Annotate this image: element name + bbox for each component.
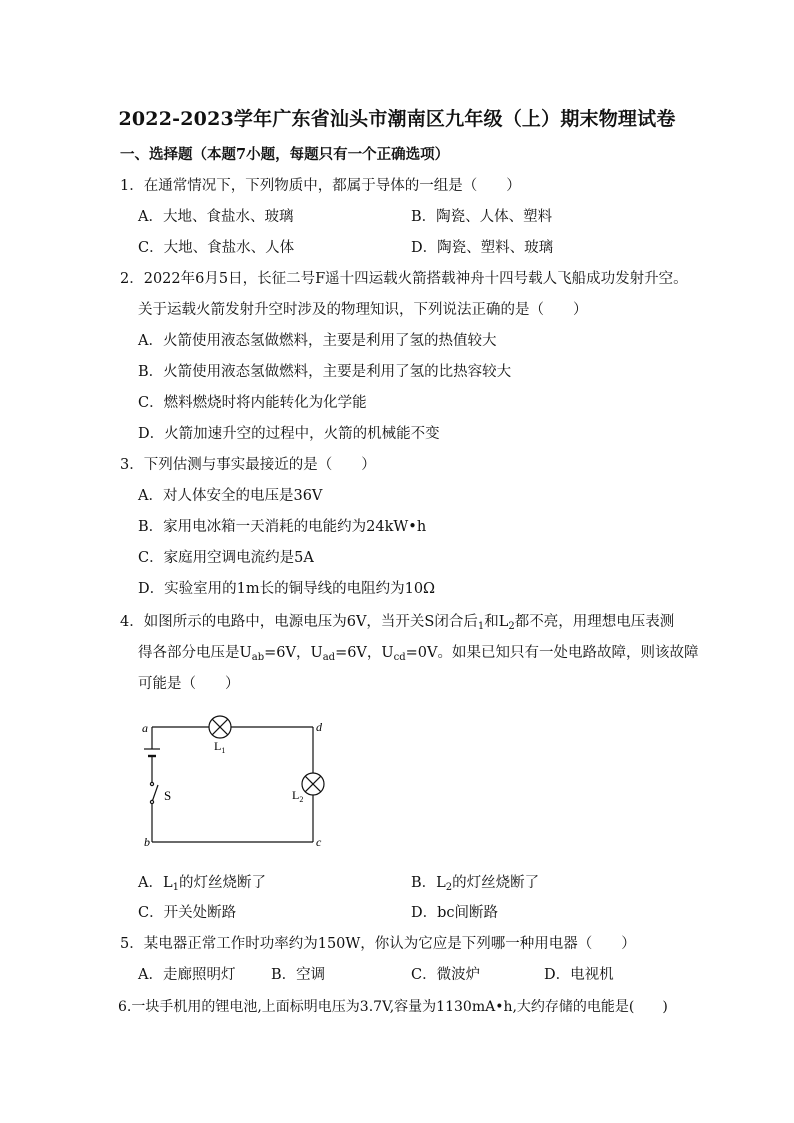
q3-option-b: B．家用电冰箱一天消耗的电能约为24kW•h	[138, 519, 427, 535]
q1-option-b: B．陶瓷、人体、塑料	[411, 209, 553, 225]
q1-option-d: D．陶瓷、塑料、玻璃	[411, 240, 554, 256]
lamp-l1-letter: L	[214, 739, 222, 753]
q4-option-d: D．bc间断路	[411, 905, 499, 921]
battery-icon	[144, 749, 160, 756]
q4-option-b-text: 的灯丝烧断了	[452, 875, 540, 891]
lamp-l1-subscript: 1	[221, 746, 226, 755]
q2-option-a: A．火箭使用液态氢做燃料，主要是利用了氢的热值较大	[138, 333, 497, 349]
q4-option-c: C．开关处断路	[138, 905, 237, 921]
question-4-stem-line3: 可能是（ ）	[138, 676, 240, 692]
q3-option-a: A．对人体安全的电压是36V	[138, 488, 323, 504]
lamp-l2-label	[292, 788, 303, 804]
q2-option-b: B．火箭使用液态氢做燃料，主要是利用了氢的比热容较大	[138, 364, 512, 380]
node-d-label: d	[316, 720, 322, 734]
q5-option-a: A．走廊照明灯	[138, 967, 236, 983]
circuit-diagram	[130, 712, 340, 852]
node-a-label: a	[142, 721, 148, 735]
q4-option-a-text: A．L	[138, 875, 173, 891]
question-6-stem: 6.一块手机用的锂电池,上面标明电压为3.7V,容量为1130mA•h,大约存储的电能是( )	[118, 999, 668, 1015]
lamp-l1-icon	[209, 716, 231, 738]
question-2-stem-line2: 关于运载火箭发射升空时涉及的物理知识，下列说法正确的是（ ）	[138, 302, 588, 318]
q2-option-c: C．燃料燃烧时将内能转化为化学能	[138, 395, 367, 411]
question-5-stem: 5．某电器正常工作时功率约为150W，你认为它应是下列哪一种用电器（ ）	[120, 936, 636, 952]
lamp-l2-subscript: 2	[299, 795, 304, 804]
q4-option-a-text: 的灯丝烧断了	[178, 875, 266, 891]
section-heading: 一、选择题（本题7小题，每题只有一个正确选项）	[120, 146, 450, 163]
q4-text-part: =0V。如果已知只有一处电路故障，则该故障	[405, 645, 699, 661]
lamp-l2-letter: L	[292, 788, 300, 802]
q4-subscript: ad	[322, 652, 336, 663]
q3-option-c: C．家庭用空调电流约是5A	[138, 550, 314, 566]
q4-text-part: 和L	[484, 614, 509, 630]
q2-option-d: D．火箭加速升空的过程中，火箭的机械能不变	[138, 426, 440, 442]
question-1-stem: 1．在通常情况下，下列物质中，都属于导体的一组是（ ）	[120, 178, 521, 194]
node-b-label: b	[144, 835, 150, 849]
q4-option-b-subscript: 2	[445, 882, 453, 893]
q3-option-d: D．实验室用的1m长的铜导线的电阻约为10Ω	[138, 581, 436, 597]
q5-option-c: C．微波炉	[411, 967, 481, 983]
lamp-l1-label	[214, 739, 225, 755]
q4-text-part: =6V，U	[335, 645, 394, 661]
q4-text-part: 得各部分电压是U	[138, 645, 252, 661]
q4-subscript: 2	[508, 621, 515, 632]
q4-text-part: 4．如图所示的电路中，电源电压为6V，当开关S闭合后	[120, 614, 478, 630]
q4-option-a	[138, 873, 266, 893]
question-2-stem-line1: 2．2022年6月5日，长征二号F遥十四运载火箭搭载神舟十四号载人飞船成功发射升空。	[120, 271, 688, 287]
q4-text-part: 都不亮，用理想电压表测	[514, 614, 675, 630]
switch-label: S	[164, 788, 172, 803]
q1-option-a: A．大地、食盐水、玻璃	[138, 209, 294, 225]
q5-option-b: B．空调	[271, 967, 326, 983]
node-c-label: c	[316, 835, 322, 849]
switch-icon	[150, 782, 158, 803]
lamp-l2-icon	[302, 773, 324, 795]
question-4-stem-line1	[120, 612, 674, 632]
q4-text-part: =6V，U	[264, 645, 323, 661]
q4-option-b-text: B．L	[411, 875, 446, 891]
q4-subscript: 1	[477, 621, 485, 632]
question-4-stem-line2	[138, 643, 699, 663]
q1-option-c: C．大地、食盐水、人体	[138, 240, 295, 256]
q5-option-d: D．电视机	[544, 967, 614, 983]
q4-option-b	[411, 873, 539, 893]
q4-subscript: cd	[393, 652, 406, 663]
q4-subscript: ab	[251, 652, 265, 663]
q4-option-a-subscript: 1	[172, 882, 179, 893]
question-3-stem: 3．下列估测与事实最接近的是（ ）	[120, 457, 376, 473]
exam-title: 2022-2023学年广东省汕头市潮南区九年级（上）期末物理试卷	[118, 108, 676, 130]
